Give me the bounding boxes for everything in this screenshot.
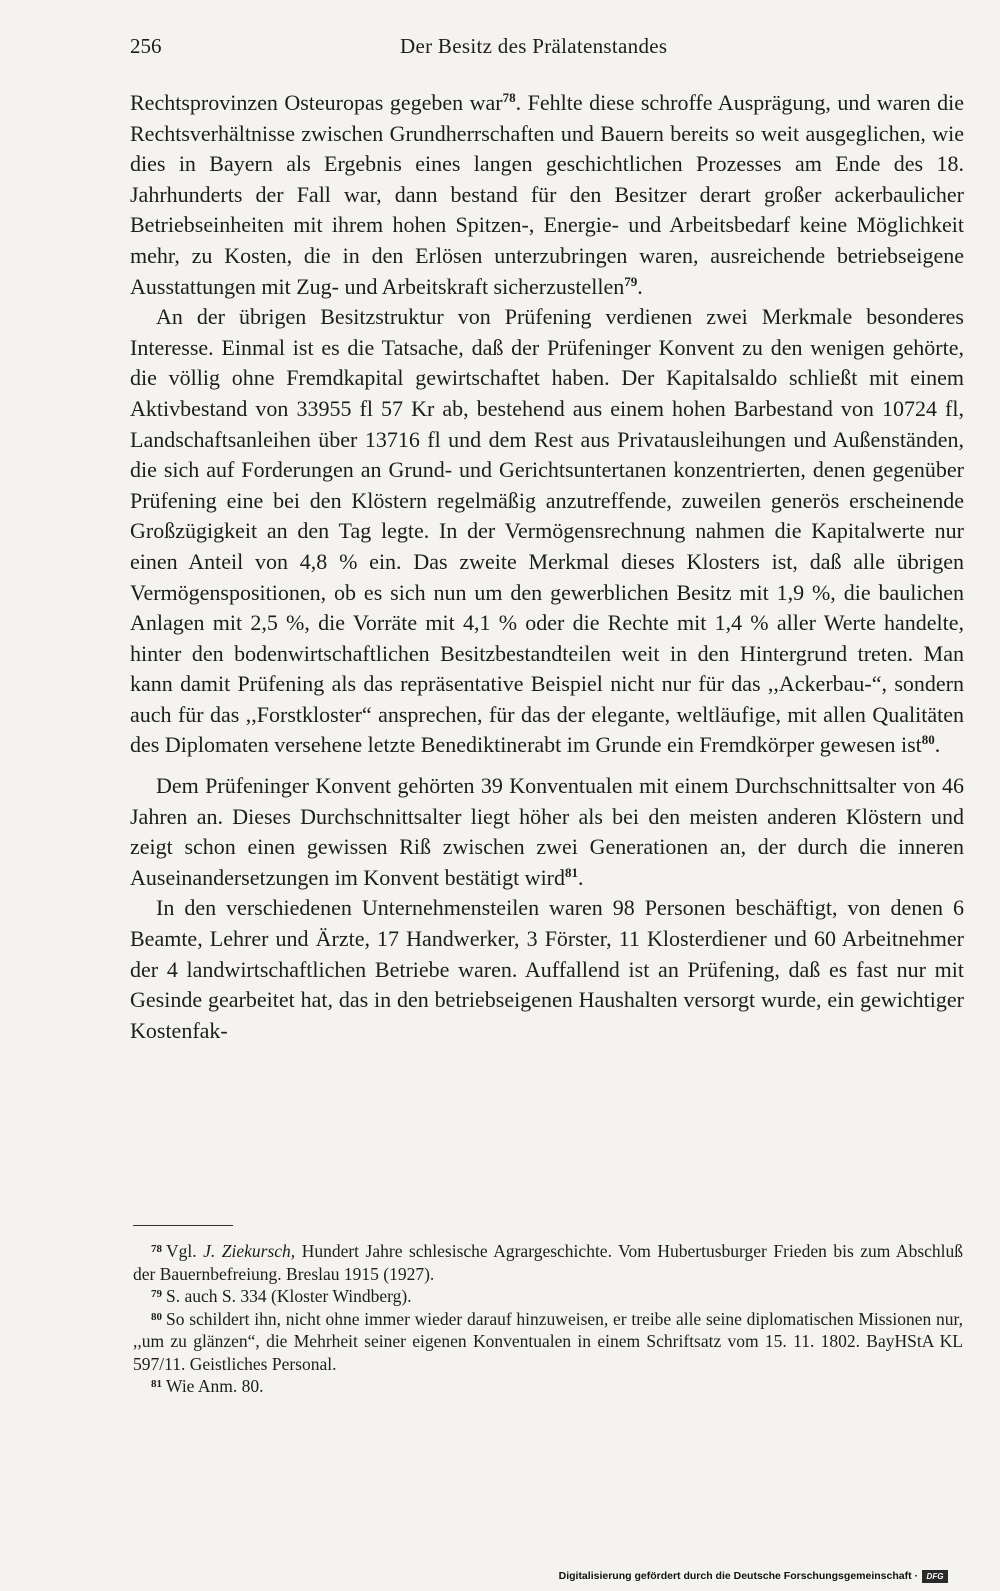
- paragraph: [130, 771, 964, 893]
- text-run: S. auch S. 334 (Kloster Windberg).: [166, 1286, 412, 1306]
- footnote-number: 79: [151, 1288, 162, 1300]
- footnote-number: 81: [151, 1378, 162, 1390]
- paragraph: [130, 88, 964, 302]
- footnote-rule: [133, 1225, 233, 1226]
- text-run: Dem Prüfeninger Konvent gehörten 39 Konventualen mit einem Durchschnittsalter von 46 Jahren an. Dieses Durchschnittsalter liegt höher als bei den meisten anderen Klöstern und zeigt schon einen gewissen Riß zwischen zwei Generationen an, der durch die inneren Auseinandersetzungen im Konvent bestätigt wird: [130, 773, 964, 890]
- footnote: [133, 1375, 963, 1398]
- footnote: [133, 1308, 963, 1376]
- footnote: [133, 1240, 963, 1285]
- page-number: 256: [130, 34, 162, 58]
- text-run: An der übrigen Besitzstruktur von Prüfening verdienen zwei Merkmale besonderes Interesse. Einmal ist es die Tatsache, daß der Prüfeninger Konvent zu den wenigen gehörte, die völlig ohne Fremdkapital gewirtschaftet haben. Der Kapitalsaldo schließt mit einem Aktivbestand von 33955 fl 57 Kr ab, bestehend aus einem hohen Barbestand von 10724 fl, Landschaftsanleihen über 13716 fl und dem Rest aus Privatausleihungen und Außenständen, die sich auf Forderungen an Grund- und Gerichtsuntertanen konzentrierten, denen gegenüber Prüfening eine bei den Klöstern regelmäßig anzutreffende, zuweilen generös erscheinende Großzügigkeit an den Tag legte. In der Vermögensrechnung nahmen die Kapitalwerte nur einen Anteil von 4,8 % ein. Das zweite Merkmal dieses Klosters ist, daß alle übrigen Vermögenspositionen, ob es sich nun um den gewerblichen Besitz mit 1,9 %, die baulichen Anlagen mit 2,5 %, die Vorräte mit 4,1 % oder die Rechte mit 1,4 % aller Werte handelte, hinter den bodenwirtschaftlichen Besitzbestandteilen weit in den Hintergrund treten. Man kann damit Prüfening als das repräsentative Beispiel nicht nur für das ,,Ackerbau-“, sondern auch für das ,,Forstkloster“ ansprechen, für das der elegante, weltläufige, mit allen Qualitäten des Diplomaten versehene letzte Benediktinerabt im Grunde ein Fremdkörper gewesen ist: [130, 304, 964, 758]
- paragraph: [130, 893, 964, 1046]
- dfg-logo-icon: DFG: [922, 1570, 948, 1583]
- text-run: Vgl.: [166, 1241, 204, 1261]
- text-run: So schildert ihn, nicht ohne immer wieder darauf hinzuweisen, er treibe alle seine diplomatischen Missionen nur, ,,um zu glänzen“, die Mehrheit seiner eigenen Konventualen in einem Schriftsatz vom 15. 11. 1802. BayHStA KL 597/11. Geistliches Personal.: [133, 1308, 963, 1374]
- footnote-reference: 78: [502, 90, 516, 105]
- text-run: Hundert Jahre schlesische Agrargeschichte. Vom Hubertusburger Frieden bis zum Abschluß der Bauernbefreiung. Breslau 1915 (1927).: [133, 1241, 964, 1284]
- footnote-number: 80: [151, 1310, 162, 1323]
- footnote-reference: 79: [624, 273, 638, 289]
- footnotes: [133, 1240, 963, 1398]
- footnote: [133, 1285, 963, 1308]
- text-run: .: [934, 732, 941, 758]
- footnote-number: 78: [151, 1243, 162, 1255]
- text-run: . Fehlte diese schroffe Ausprägung, und waren die Rechtsverhältnisse zwischen Grundherrschaften und Bauern bereits so weit ausgeglichen, wie dies in Bayern als Ergebnis eines langen geschichtlichen Prozesses am Ende des 18. Jahrhunderts der Fall war, dann bestand für den Besitzer derart großer ackerbaulicher Betriebseinheiten mit ihrem hohen Spitzen-, Energie- und Arbeitsbedarf keine Möglichkeit mehr, zu Kosten, die in den Erlösen unterzubringen waren, ausreichende betriebseigene Ausstattungen mit Zug- und Arbeitskraft sicherzustellen: [130, 90, 964, 299]
- text-run: Rechtsprovinzen Osteuropas gegeben war: [130, 90, 503, 115]
- text-run: In den verschiedenen Unternehmensteilen waren 98 Personen beschäftigt, von denen 6 Beamte, Lehrer und Ärzte, 17 Handwerker, 3 Förster, 11 Klosterdiener und 60 Arbeitnehmer der 4 landwirtschaftlichen Betriebe waren. Auffallend ist an Prüfening, daß es fast nur mit Gesinde gearbeitet hat, das in den betriebseigenen Haushalten versorgt wurde, ein gewichtiger Kostenfak-: [130, 895, 964, 1043]
- footnote-reference: 80: [921, 732, 935, 748]
- credit-text: Digitalisierung gefördert durch die Deutsche Forschungsgemeinschaft ·: [558, 1570, 918, 1582]
- author-name: J. Ziekursch,: [203, 1241, 296, 1261]
- page-header: [130, 30, 965, 64]
- footnote-reference: 81: [565, 864, 579, 880]
- text-run: .: [637, 273, 643, 299]
- text-run: .: [578, 864, 584, 890]
- running-title: Der Besitz des Prälatenstandes: [400, 34, 668, 58]
- digitization-credit: [559, 1567, 948, 1585]
- main-text: [130, 88, 964, 1046]
- paragraph: [130, 302, 964, 761]
- text-run: Wie Anm. 80.: [166, 1376, 264, 1396]
